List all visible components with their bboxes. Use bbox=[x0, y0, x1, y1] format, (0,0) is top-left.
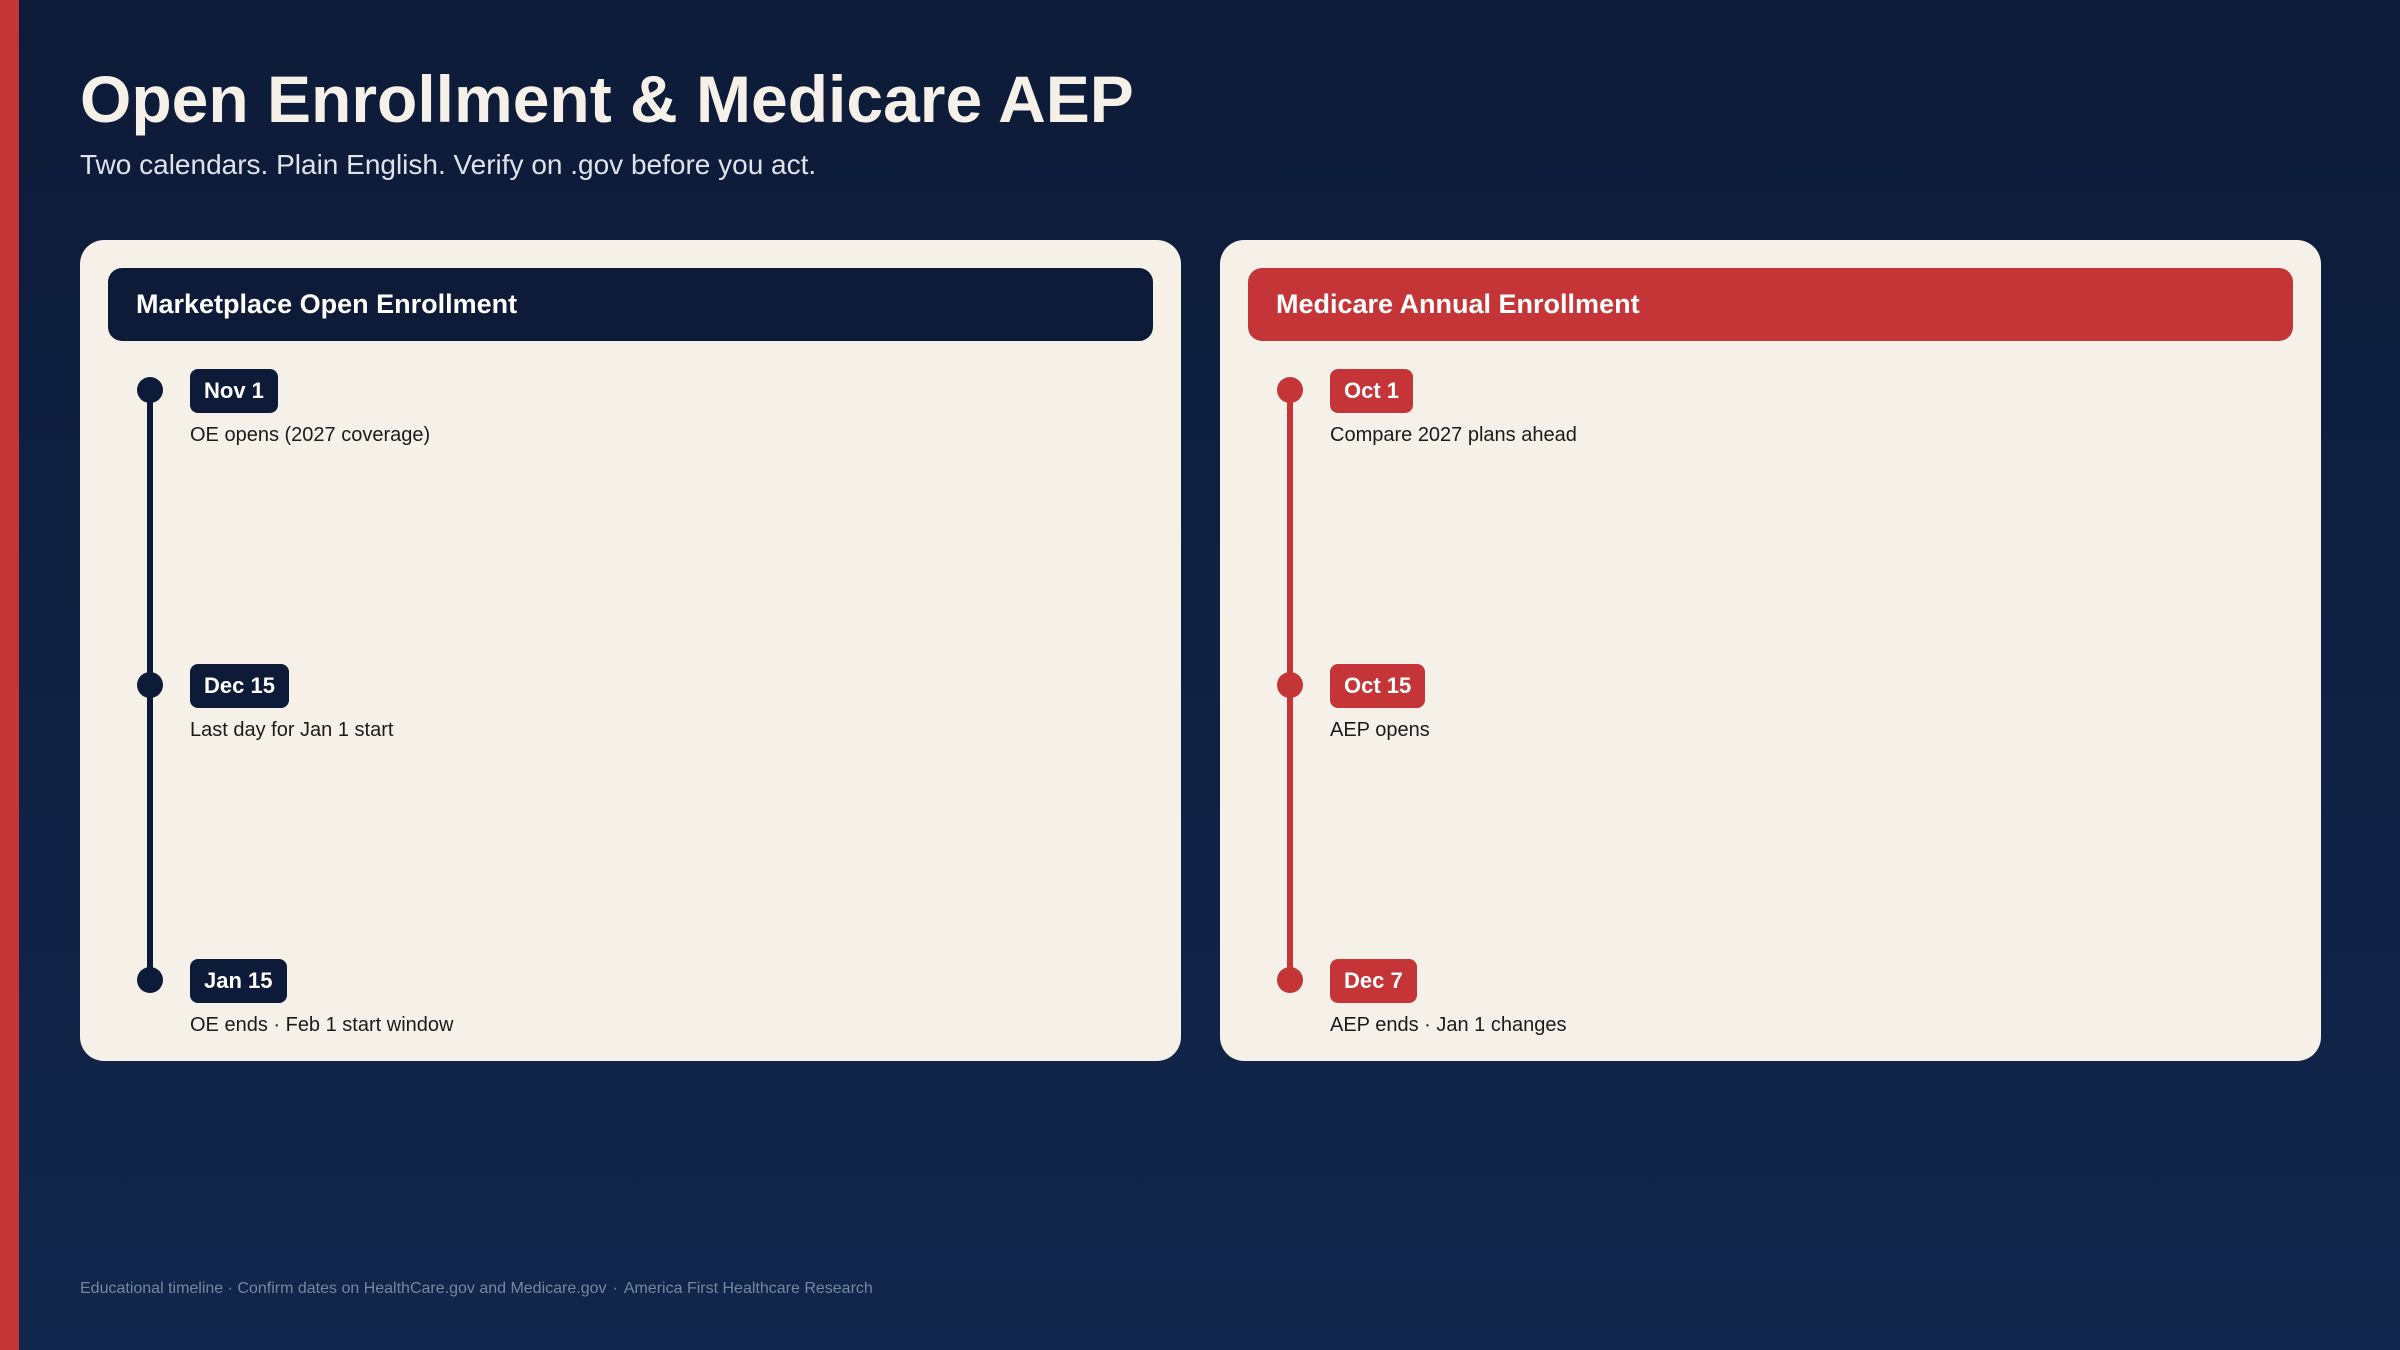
accent-bar bbox=[0, 0, 19, 1350]
medicare-timeline-card bbox=[1220, 240, 2321, 1061]
timeline-event bbox=[1220, 369, 2220, 469]
event-description: AEP ends · Jan 1 changes bbox=[1330, 1014, 1567, 1036]
timeline-dot bbox=[137, 967, 163, 993]
timeline-event bbox=[80, 664, 1080, 764]
event-description: Last day for Jan 1 start bbox=[190, 719, 394, 741]
medicare-card-header: Medicare Annual Enrollment bbox=[1248, 268, 2293, 341]
page-subtitle: Two calendars. Plain English. Verify on .gov before you act. bbox=[80, 149, 817, 180]
timeline-event bbox=[1220, 664, 2220, 764]
timeline-dot bbox=[1277, 967, 1303, 993]
footer-note: Educational timeline · Confirm dates on HealthCare.gov and Medicare.gov bbox=[80, 1280, 607, 1297]
timeline-dot bbox=[1277, 672, 1303, 698]
date-badge: Oct 15 bbox=[1330, 664, 1425, 708]
timeline-dot bbox=[137, 377, 163, 403]
page-title: Open Enrollment & Medicare AEP bbox=[80, 62, 1134, 136]
timeline-event bbox=[1220, 959, 2220, 1059]
marketplace-timeline-card bbox=[80, 240, 1181, 1061]
date-badge: Oct 1 bbox=[1330, 369, 1413, 413]
marketplace-card-header: Marketplace Open Enrollment bbox=[108, 268, 1153, 341]
event-description: AEP opens bbox=[1330, 719, 1430, 741]
date-badge: Jan 15 bbox=[190, 959, 287, 1003]
date-badge: Dec 15 bbox=[190, 664, 289, 708]
event-description: OE ends · Feb 1 start window bbox=[190, 1014, 454, 1036]
footer-separator: · bbox=[612, 1280, 618, 1297]
date-badge: Dec 7 bbox=[1330, 959, 1417, 1003]
event-description: OE opens (2027 coverage) bbox=[190, 424, 431, 446]
event-description: Compare 2027 plans ahead bbox=[1330, 424, 1577, 446]
footer bbox=[80, 1280, 873, 1298]
timeline-dot bbox=[1277, 377, 1303, 403]
timeline-event bbox=[80, 959, 1080, 1059]
date-badge: Nov 1 bbox=[190, 369, 278, 413]
timeline-event bbox=[80, 369, 1080, 469]
timeline-dot bbox=[137, 672, 163, 698]
footer-source: America First Healthcare Research bbox=[623, 1280, 873, 1297]
